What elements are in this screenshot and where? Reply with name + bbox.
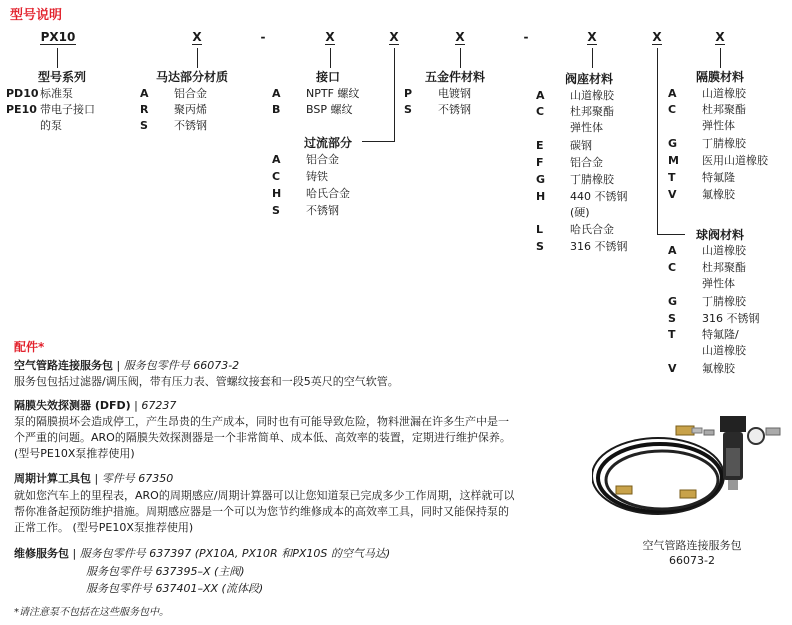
ball-row: S 316 不锈钢 bbox=[668, 312, 760, 325]
cycle-title-line bbox=[14, 471, 574, 487]
air-kit-title: 空气管路连接服务包 bbox=[14, 359, 113, 372]
hardware-row: P 电镀钢 bbox=[404, 87, 471, 100]
seat-row: (硬) bbox=[570, 206, 590, 219]
model-series-row: PD10 标准泵 bbox=[6, 87, 73, 100]
flow-row: A 铝合金 bbox=[272, 153, 339, 166]
flow-row: C 铸铁 bbox=[272, 170, 328, 183]
dfd-part: 67237 bbox=[141, 399, 177, 412]
code-x1: X bbox=[192, 30, 202, 44]
repair-title: 维修服务包 bbox=[14, 547, 69, 560]
port-row: B BSP 螺纹 bbox=[272, 103, 353, 116]
seat-row: 弹性体 bbox=[570, 121, 603, 134]
separator: | bbox=[72, 547, 77, 560]
flow-row: S 不锈钢 bbox=[272, 204, 339, 217]
connector-line bbox=[57, 48, 58, 68]
connector-line bbox=[592, 48, 593, 68]
cycle-desc-3: 正常工作。 (型号PE10X泵推荐使用) bbox=[14, 521, 194, 534]
diaphragm-row: 弹性体 bbox=[702, 119, 735, 132]
cycle-desc-1: 就如您汽车上的里程表，ARO的周期感应/周期计算器可以让您知道泵已完成多少工作周期，这样就可以 bbox=[14, 489, 515, 502]
separator: | bbox=[94, 472, 99, 485]
code-x4: X bbox=[455, 30, 465, 44]
dfd-desc-2: 个严重的问题。ARO的隔膜失效探测器是一个非常简单、成本低、高效率的装置，定期进行维护保养。 bbox=[14, 431, 511, 444]
connector-line bbox=[362, 141, 395, 142]
diaphragm-row: A 山道橡胶 bbox=[668, 87, 746, 100]
diaphragm-row: T 特氟隆 bbox=[668, 171, 735, 184]
connector-line bbox=[657, 48, 658, 235]
separator: | bbox=[116, 359, 121, 372]
diaphragm-row: C 杜邦聚酯 bbox=[668, 103, 746, 116]
accessories-heading: 配件* bbox=[14, 340, 45, 354]
ball-row: C 杜邦聚酯 bbox=[668, 261, 746, 274]
code-x2: X bbox=[325, 30, 335, 44]
repair-title-line bbox=[14, 546, 574, 562]
seat-row: S 316 不锈钢 bbox=[536, 240, 628, 253]
seat-row: F 铝合金 bbox=[536, 156, 603, 169]
code-dash2: - bbox=[523, 30, 529, 44]
repair-line-1: 服务包零件号 637397 (PX10A, PX10R 和PX10S 的空气马达) bbox=[79, 547, 391, 560]
motor-material-heading: 马达部分材质 bbox=[156, 70, 229, 84]
dfd-title: 隔膜失效探测器 (DFD) bbox=[14, 399, 131, 412]
connector-line bbox=[197, 48, 198, 68]
seat-row: C 杜邦聚酯 bbox=[536, 105, 614, 118]
ball-row: V 氟橡胶 bbox=[668, 362, 735, 375]
cycle-desc-2: 帮你准备起预防维护措施。周期感应器是一个可以为您节约维修成本的高效率工具，同时又能保持泵的 bbox=[14, 505, 509, 518]
code-x3: X bbox=[389, 30, 399, 44]
flow-row: H 哈氏合金 bbox=[272, 187, 350, 200]
seat-row: H 440 不锈钢 bbox=[536, 190, 628, 203]
ball-row: T 特氟隆/ bbox=[668, 328, 739, 341]
repair-line-3: 服务包零件号 637401–XX (流体段) bbox=[86, 582, 264, 595]
air-kit-part: 服务包零件号 66073-2 bbox=[123, 359, 240, 372]
motor-material-row: R 聚丙烯 bbox=[140, 103, 207, 116]
ball-row: 弹性体 bbox=[702, 277, 735, 290]
code-dash1: - bbox=[260, 30, 266, 44]
seat-row: G 丁腈橡胶 bbox=[536, 173, 614, 186]
ball-heading: 球阀材料 bbox=[696, 228, 745, 242]
motor-material-row: A 铝合金 bbox=[140, 87, 207, 100]
model-series-heading: 型号系列 bbox=[38, 70, 87, 84]
code-px10: PX10 bbox=[40, 30, 76, 44]
air-kit-image bbox=[592, 396, 792, 531]
hardware-row: S 不锈钢 bbox=[404, 103, 471, 116]
seat-heading: 阀座材料 bbox=[565, 72, 614, 86]
hardware-heading: 五金件材料 bbox=[425, 70, 486, 84]
code-x6: X bbox=[652, 30, 662, 44]
code-x5: X bbox=[587, 30, 597, 44]
dfd-desc-3: (型号PE10X泵推荐使用) bbox=[14, 447, 135, 460]
ball-row: A 山道橡胶 bbox=[668, 244, 746, 257]
connector-line bbox=[657, 234, 685, 235]
dfd-desc-1: 泵的隔膜损坏会造成停工，产生昂贵的生产成本，同时也有可能导致危险，物料泄漏在许多生产中是一 bbox=[14, 415, 509, 428]
image-caption bbox=[592, 538, 792, 568]
footnote: *请注意泵不包括在这些服务包中。 bbox=[14, 607, 169, 618]
model-series-row: 的泵 bbox=[40, 119, 62, 132]
image-caption-line-2: 66073-2 bbox=[669, 554, 715, 567]
diaphragm-row: V 氟橡胶 bbox=[668, 188, 735, 201]
cycle-title: 周期计算工具包 bbox=[14, 472, 91, 485]
motor-material-row: S 不锈钢 bbox=[140, 119, 207, 132]
seat-row: E 碳钢 bbox=[536, 139, 592, 152]
air-kit-desc: 服务包包括过滤器/调压阀，带有压力表、管螺纹接套和一段5英尺的空气软管。 bbox=[14, 375, 399, 388]
ball-row: G 丁腈橡胶 bbox=[668, 295, 746, 308]
dfd-title-line bbox=[14, 398, 574, 414]
air-kit-title-line bbox=[14, 358, 574, 374]
code-x7: X bbox=[715, 30, 725, 44]
connector-line bbox=[330, 48, 331, 68]
diaphragm-row: M 医用山道橡胶 bbox=[668, 154, 768, 167]
connector-line bbox=[720, 48, 721, 68]
page-title: 型号说明 bbox=[10, 8, 63, 23]
ball-row: 山道橡胶 bbox=[702, 344, 746, 357]
port-heading: 接口 bbox=[316, 70, 341, 84]
model-series-row: PE10 带电子接口 bbox=[6, 103, 95, 116]
connector-line bbox=[394, 48, 395, 142]
diaphragm-row: G 丁腈橡胶 bbox=[668, 137, 746, 150]
cycle-part: 零件号 67350 bbox=[101, 472, 174, 485]
flow-heading: 过流部分 bbox=[304, 136, 353, 150]
port-row: A NPTF 螺纹 bbox=[272, 87, 360, 100]
separator: | bbox=[134, 399, 138, 412]
seat-row: L 哈氏合金 bbox=[536, 223, 614, 236]
image-caption-line-1: 空气管路连接服务包 bbox=[642, 539, 742, 552]
diaphragm-heading: 隔膜材料 bbox=[696, 70, 745, 84]
seat-row: A 山道橡胶 bbox=[536, 89, 614, 102]
repair-line-2: 服务包零件号 637395–X (主阀) bbox=[86, 565, 245, 578]
connector-line bbox=[460, 48, 461, 68]
